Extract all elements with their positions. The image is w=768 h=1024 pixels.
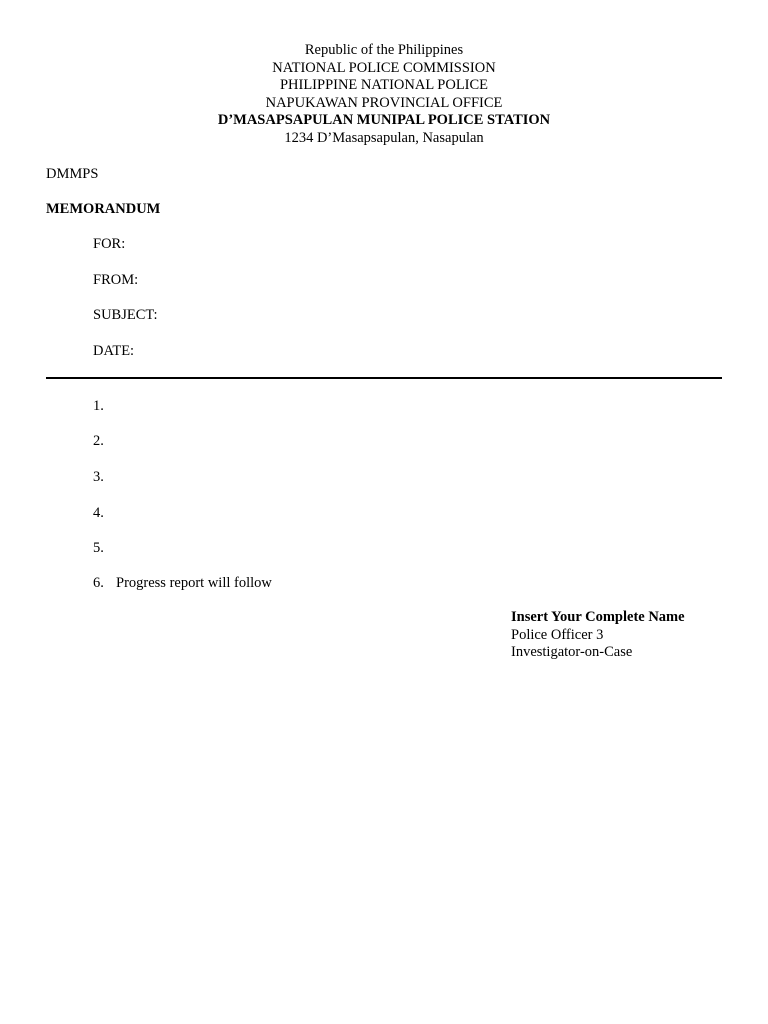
for-label: FOR: xyxy=(93,236,126,252)
list-item-text: Progress report will follow xyxy=(116,575,272,591)
signatory-name: Insert Your Complete Name xyxy=(511,609,685,625)
list-item xyxy=(93,574,272,592)
list-item xyxy=(93,504,116,522)
date-label: DATE: xyxy=(93,343,135,359)
list-item xyxy=(93,539,116,557)
header-republic: Republic of the Philippines xyxy=(304,42,464,58)
list-item xyxy=(93,397,116,415)
header-pnp: PHILIPPINE NATIONAL POLICE xyxy=(279,77,489,94)
signatory-position: Investigator-on-Case xyxy=(511,644,633,661)
list-item-number: 3. xyxy=(93,469,104,485)
memo-title: MEMORANDUM xyxy=(46,201,161,217)
subject-label: SUBJECT: xyxy=(93,307,158,323)
list-item-number: 6. xyxy=(93,575,104,591)
signature-block xyxy=(511,609,685,662)
list-item xyxy=(93,432,116,450)
list-item-number: 5. xyxy=(93,540,104,556)
list-item-number: 1. xyxy=(93,398,104,414)
office-code: DMMPS xyxy=(46,166,99,182)
letterhead xyxy=(0,42,768,148)
header-station: D’MASAPSAPULAN MUNIPAL POLICE STATION xyxy=(217,112,551,129)
header-address: 1234 D’Masapsapulan, Nasapulan xyxy=(284,129,484,146)
header-provincial-office: NAPUKAWAN PROVINCIAL OFFICE xyxy=(265,94,503,111)
from-label: FROM: xyxy=(93,272,139,288)
list-item-number: 2. xyxy=(93,433,104,449)
list-item xyxy=(93,468,116,486)
signatory-rank: Police Officer 3 xyxy=(511,626,604,643)
header-divider xyxy=(46,377,722,379)
header-commission: NATIONAL POLICE COMMISSION xyxy=(272,59,496,76)
list-item-number: 4. xyxy=(93,505,104,521)
